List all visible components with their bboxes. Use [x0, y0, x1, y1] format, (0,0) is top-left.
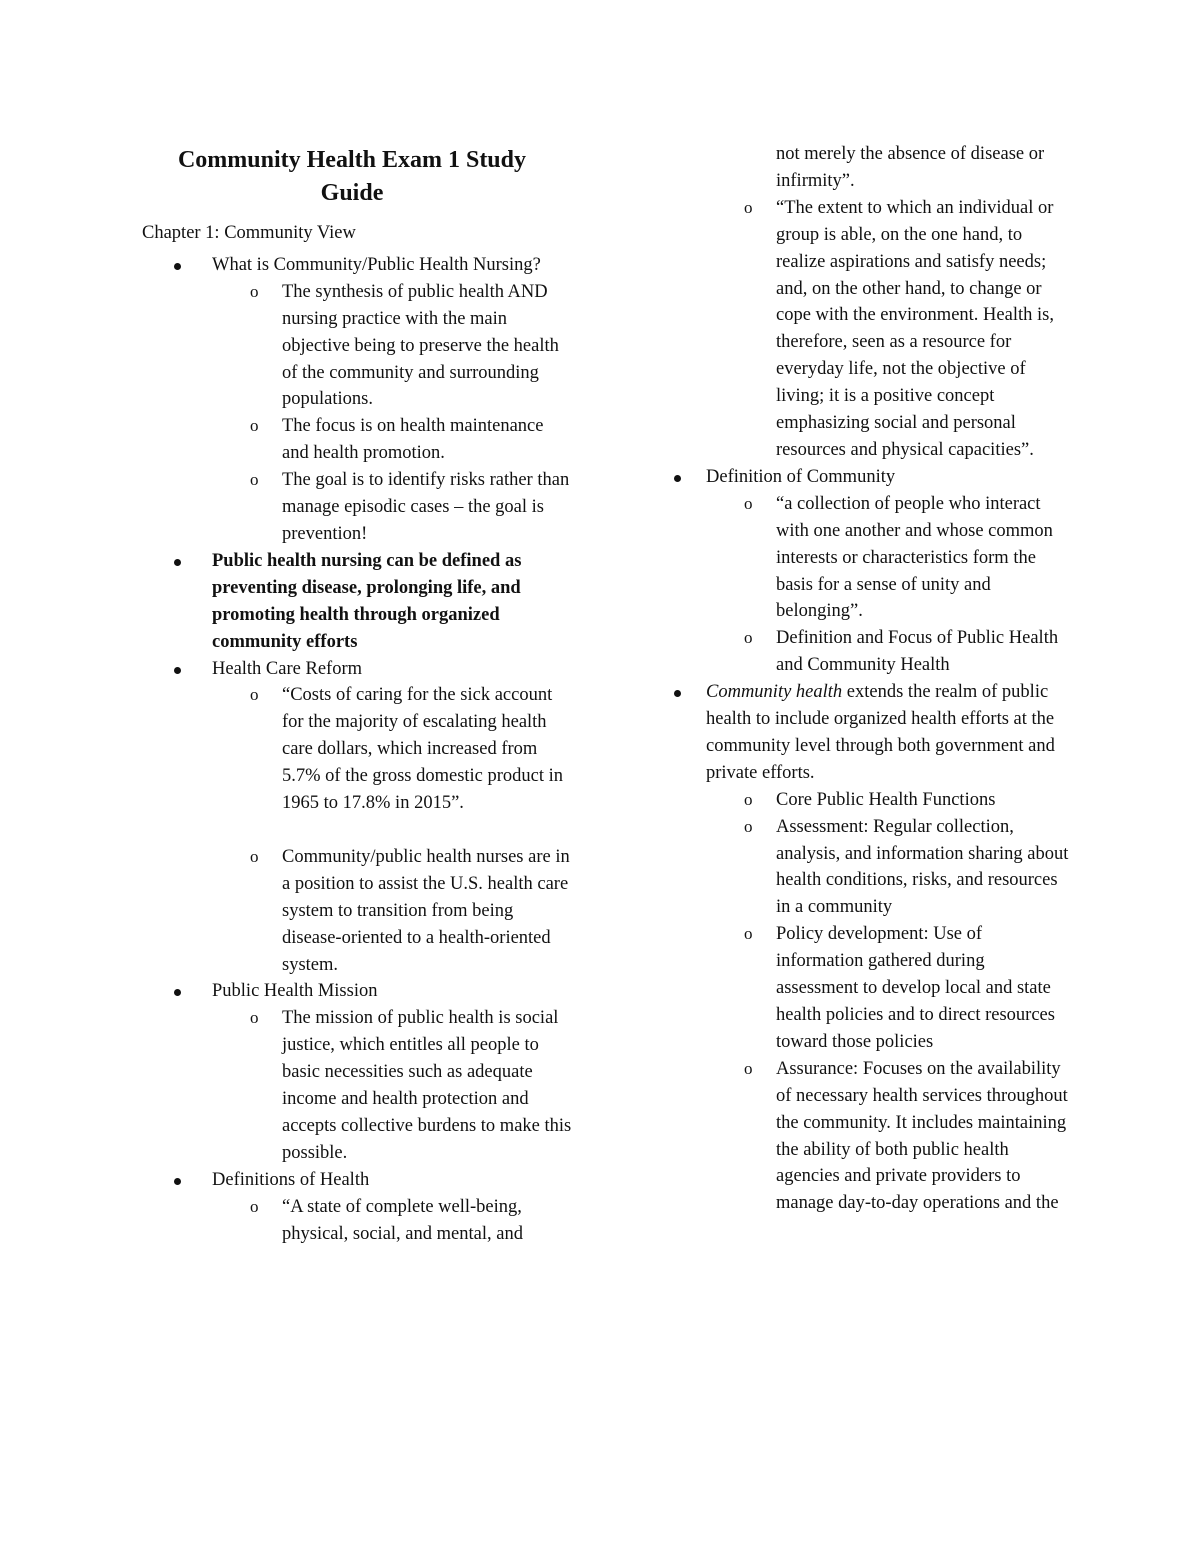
- sub-bullet-marker: o: [744, 197, 753, 217]
- sub-bullet-text: The mission of public health is social justice, which entitles all people to basic necessities such as adequate income and health protection and accepts collective burdens to make this possible.: [282, 1008, 572, 1163]
- sub-bullet-text: Policy development: Use of information gathered during assessment to develop local and state health policies and to direct resources toward those policies: [776, 924, 1055, 1052]
- sub-bullet-item: [142, 279, 572, 414]
- sub-bullet-marker: o: [250, 685, 259, 705]
- sub-bullet-text: “The extent to which an individual or group is able, on the one hand, to realize aspirations and satisfy needs; and, on the other hand, to change or cope with the environment. Health is, therefore, seen as a resource for everyday life, not the objective of living; it is a positive concept emphasizing social and personal resources and physical capacities”.: [776, 197, 1054, 460]
- bullet-marker: [174, 667, 181, 674]
- bullet-text: Health Care Reform: [212, 658, 362, 679]
- sub-bullet-item: [670, 814, 1070, 922]
- bullet-text: Definitions of Health: [212, 1169, 370, 1190]
- left-column: [142, 144, 572, 1248]
- sub-bullet-item: [670, 195, 1070, 464]
- continued-sub-bullet-text: not merely the absence of disease or infirmity”.: [776, 144, 1045, 191]
- bullet-marker: [174, 559, 181, 566]
- bullet-text: Public health nursing can be defined as preventing disease, prolonging life, and promoting health through organized community efforts: [212, 550, 522, 652]
- sub-bullet-text: The focus is on health maintenance and health promotion.: [282, 416, 544, 464]
- bullet-text: What is Community/Public Health Nursing?: [212, 254, 541, 275]
- bullet-marker: [674, 475, 681, 482]
- bullet-item: [142, 1167, 572, 1194]
- sub-bullet-text: The synthesis of public health AND nursing practice with the main objective being to preserve the health of the community and surrounding populations.: [282, 281, 559, 410]
- continued-text: [670, 141, 1070, 195]
- bullet-item-bold: [142, 548, 572, 656]
- sub-bullet-text: Community/public health nurses are in a position to assist the U.S. health care system to transition from being disease-oriented to a health-oriented system.: [282, 846, 570, 975]
- sub-bullet-text: “a collection of people who interact with one another and whose common interests or characteristics form the basis for a sense of unity and belonging”.: [776, 493, 1053, 622]
- right-column: [670, 141, 1070, 1217]
- sub-bullet-marker: o: [250, 1008, 259, 1028]
- sub-bullet-item: [670, 491, 1070, 626]
- bullet-marker: [174, 263, 181, 270]
- bullet-item: [142, 252, 572, 279]
- bullet-item: [142, 978, 572, 1005]
- sub-bullet-item: [670, 787, 1070, 814]
- bullet-item: [670, 464, 1070, 491]
- sub-bullet-text: The goal is to identify risks rather than manage episodic cases – the goal is prevention!: [282, 470, 570, 544]
- sub-bullet-item: [142, 844, 572, 979]
- sub-bullet-marker: o: [250, 470, 259, 490]
- bullet-marker: [174, 989, 181, 996]
- sub-bullet-text: “Costs of caring for the sick account for the majority of escalating health care dollars, which increased from 5.7% of the gross domestic product in 1965 to 17.8% in 2015”.: [282, 685, 564, 814]
- sub-bullet-item: [670, 921, 1070, 1056]
- sub-bullet-text: “A state of complete well-being, physical, social, and mental, and: [282, 1196, 523, 1244]
- bullet-item: [670, 679, 1070, 787]
- sub-bullet-marker: o: [744, 628, 753, 648]
- title-line-2: Guide: [320, 180, 384, 206]
- sub-bullet-marker: o: [250, 846, 259, 866]
- chapter-heading: Chapter 1: Community View: [142, 223, 356, 243]
- sub-bullet-item: [142, 682, 572, 817]
- bullet-marker: [674, 690, 681, 697]
- sub-bullet-marker: o: [744, 816, 753, 836]
- sub-bullet-marker: o: [250, 1196, 259, 1216]
- sub-bullet-item: [142, 467, 572, 548]
- sub-bullet-marker: o: [744, 493, 753, 513]
- bullet-text: Public Health Mission: [212, 981, 378, 1002]
- sub-bullet-marker: o: [744, 924, 753, 944]
- page-title: [142, 144, 562, 210]
- sub-bullet-text: Assessment: Regular collection, analysis, and information sharing about health conditions, risks, and resources in a community: [776, 816, 1069, 918]
- sub-bullet-marker: o: [744, 1058, 753, 1078]
- bullet-text: extends the realm of public health to include organized health efforts at the community level through both government and private efforts.: [706, 682, 1055, 783]
- sub-bullet-text: Definition and Focus of Public Health and Community Health: [776, 628, 1059, 676]
- sub-bullet-text: Core Public Health Functions: [776, 789, 996, 810]
- sub-bullet-marker: o: [744, 789, 753, 809]
- sub-bullet-item: [142, 1005, 572, 1166]
- bullet-text: Definition of Community: [706, 466, 896, 487]
- blank-line: [142, 817, 572, 844]
- sub-bullet-item: [670, 625, 1070, 679]
- bullet-marker: [174, 1178, 181, 1185]
- sub-bullet-item: [142, 1194, 572, 1248]
- bullet-item: [142, 656, 572, 683]
- sub-bullet-item: [670, 1056, 1070, 1217]
- emphasis-term: Community health: [706, 682, 843, 703]
- sub-bullet-marker: o: [250, 416, 259, 436]
- title-line-1: Community Health Exam 1 Study: [177, 147, 527, 173]
- sub-bullet-item: [142, 413, 572, 467]
- sub-bullet-text: Assurance: Focuses on the availability of necessary health services throughout the community. It includes maintaining the ability of both public health agencies and private providers to manage day-to-day operations and the: [776, 1058, 1068, 1214]
- sub-bullet-marker: o: [250, 281, 259, 301]
